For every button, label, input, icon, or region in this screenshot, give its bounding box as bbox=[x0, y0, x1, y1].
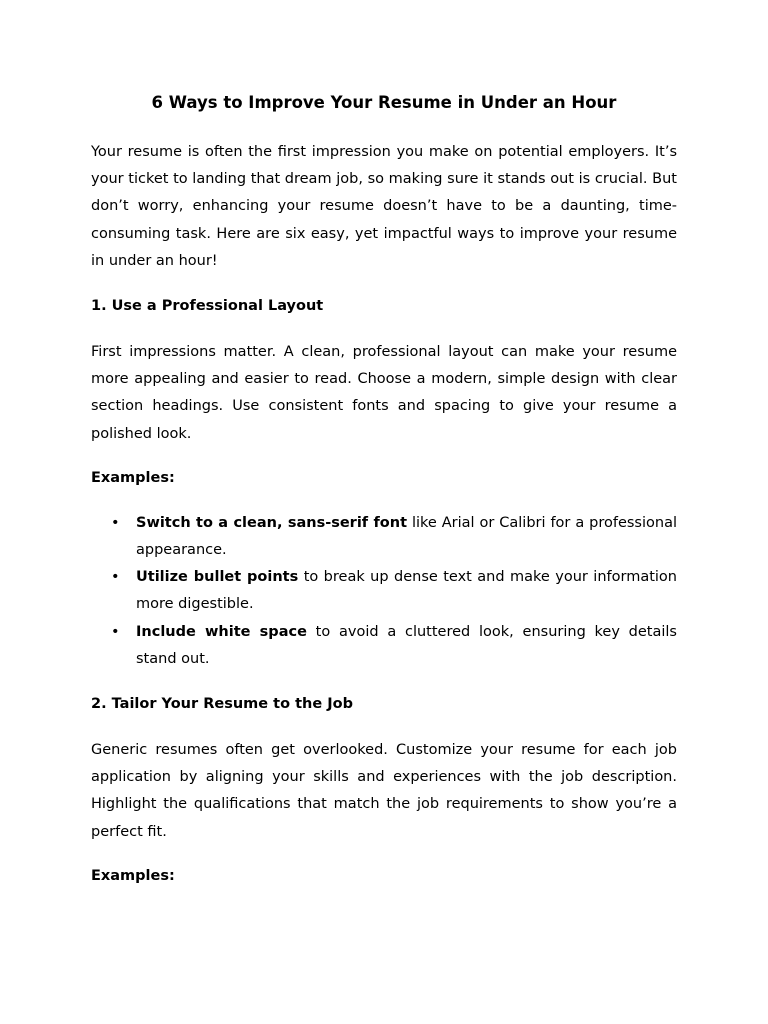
list-item-bold: Include white space bbox=[136, 623, 307, 640]
examples-label: Examples: bbox=[91, 469, 175, 486]
section-heading-layout: 1. Use a Professional Layout bbox=[91, 298, 324, 315]
examples-label: Examples: bbox=[91, 867, 175, 884]
list-item bbox=[91, 564, 677, 618]
bullet-icon: • bbox=[111, 514, 120, 531]
bullet-icon: • bbox=[111, 569, 120, 586]
section-paragraph-layout: First impressions matter. A clean, professional layout can make your resume more appealing and easier to read. Choose a modern, simple design with clear section headings. Use consistent fonts and spacing to give your resume a polished look. bbox=[91, 344, 677, 442]
section-heading-tailor: 2. Tailor Your Resume to the Job bbox=[91, 696, 353, 713]
list-item-text: to break up dense text and make your information more digestible. bbox=[136, 569, 677, 613]
list-item bbox=[91, 619, 677, 673]
list-item bbox=[91, 510, 677, 564]
section-paragraph-tailor: Generic resumes often get overlooked. Customize your resume for each job application by aligning your skills and experiences with the job description. Highlight the qualifications that match the job requirements to show you’re a perfect fit. bbox=[91, 742, 677, 840]
list-item-bold: Switch to a clean, sans-serif font bbox=[136, 514, 408, 531]
list-item-text: to avoid a cluttered look, ensuring key details stand out. bbox=[136, 623, 677, 667]
examples-list bbox=[91, 510, 677, 673]
list-item-bold: Utilize bullet points bbox=[136, 569, 299, 586]
list-item-text: like Arial or Calibri for a professional appearance. bbox=[136, 514, 677, 559]
bullet-icon: • bbox=[111, 623, 120, 640]
intro-paragraph: Your resume is often the first impression you make on potential employers. It’s your ticket to landing that dream job, so making sure it stands out is crucial. But don’t worry, enhancing your resume doesn’t have to be a daunting, time-consuming task. Here are six easy, yet impactful ways to improve your resume in under an hour! bbox=[91, 144, 677, 269]
document-title: 6 Ways to Improve Your Resume in Under an Hour bbox=[151, 93, 617, 112]
